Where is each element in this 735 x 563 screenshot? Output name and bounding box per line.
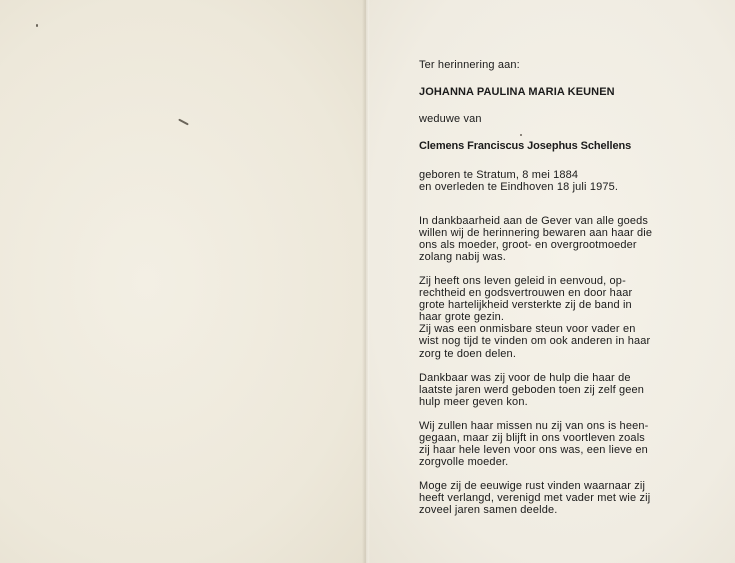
memorial-paragraph: [419, 372, 729, 408]
paragraph-line: ons als moeder, groot- en overgrootmoeder: [419, 238, 637, 251]
card-fold: [362, 0, 370, 563]
paragraph-line: grote hartelijkheid versterkte zij de band in: [419, 299, 632, 312]
deceased-name: JOHANNA PAULINA MARIA KEUNEN: [419, 86, 615, 99]
death-line: en overleden te Eindhoven 18 juli 1975.: [419, 181, 619, 194]
memorial-paragraph: [419, 420, 729, 468]
intro-line: Ter herinnering aan:: [419, 59, 520, 71]
paper-mark: [36, 24, 38, 27]
life-dates: [419, 169, 729, 193]
paragraph-line: laatste jaren werd geboden toen zij zelf geen: [419, 383, 645, 396]
paragraph-line: Dankbaar was zij voor de hulp die haar de: [419, 371, 631, 384]
paragraph-line: heeft verlangd, verenigd met vader met wie zij: [419, 492, 651, 505]
paper-mark: [178, 119, 189, 126]
paragraph-line: haar grote gezin.: [419, 311, 505, 324]
paragraph-line: In dankbaarheid aan de Gever van alle goeds: [419, 214, 649, 227]
paragraph-line: zorg te doen delen.: [419, 347, 517, 360]
widow-of-line: weduwe van: [419, 113, 482, 126]
paragraph-line: rechtheid en godsvertrouwen en door haar: [419, 287, 633, 300]
left-page-blank: [0, 0, 366, 563]
husband-name: Clemens Franciscus Josephus Schellens: [419, 140, 632, 153]
paragraph-line: zij haar hele leven voor ons was, een lieve en: [419, 444, 648, 457]
paragraph-line: Moge zij de eeuwige rust vinden waarnaar zij: [419, 480, 646, 493]
memorial-paragraph: [419, 275, 729, 360]
memorial-text: [419, 59, 729, 529]
paragraph-line: hulp meer geven kon.: [419, 395, 528, 408]
paragraph-line: Zij was een onmisbare steun voor vader en: [419, 323, 636, 336]
paragraph-line: gegaan, maar zij blijft in ons voortleven zoals: [419, 431, 645, 444]
paragraph-line: Wij zullen haar missen nu zij van ons is heen-: [419, 419, 649, 432]
paragraph-line: zorgvolle moeder.: [419, 456, 509, 469]
paragraph-line: zolang nabij was.: [419, 250, 506, 263]
paragraph-line: willen wij de herinnering bewaren aan haar die: [419, 226, 653, 239]
memorial-paragraphs: [419, 215, 729, 517]
paragraph-line: zoveel jaren samen deelde.: [419, 504, 558, 517]
memorial-paragraph: [419, 480, 729, 516]
paragraph-line: wist nog tijd te vinden om ook anderen in haar: [419, 335, 651, 348]
paragraph-line: Zij heeft ons leven geleid in eenvoud, op-: [419, 274, 626, 287]
birth-line: geboren te Stratum, 8 mei 1884: [419, 169, 579, 182]
memorial-paragraph: [419, 215, 729, 263]
